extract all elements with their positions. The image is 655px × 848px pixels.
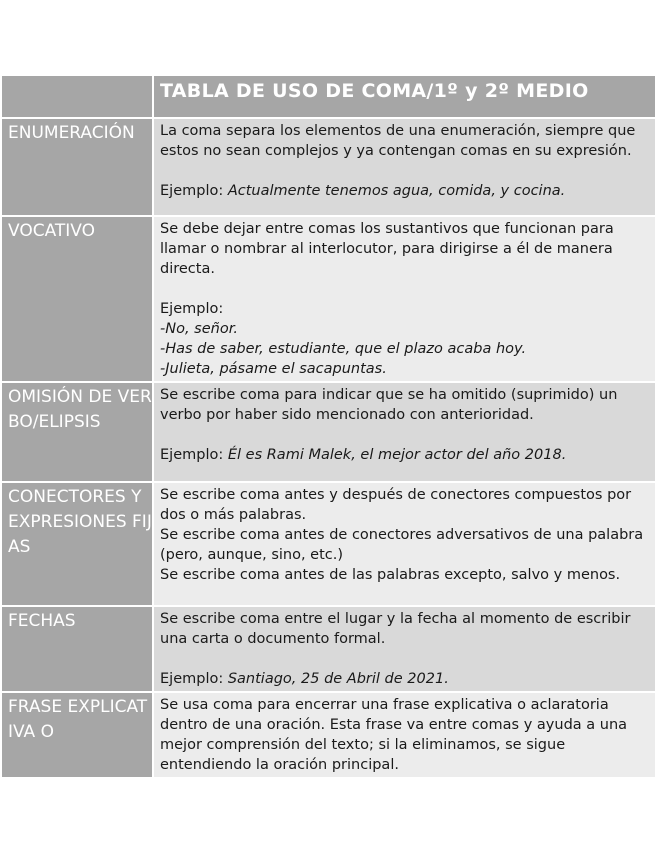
row-content (153, 118, 655, 216)
row-text: Se escribe coma entre el lugar y la fecha al momento de escribir una carta o documento formal. (160, 611, 631, 647)
spacer (160, 649, 655, 669)
example-label: Ejemplo: (160, 447, 228, 463)
spacer (160, 279, 655, 299)
row-content (153, 382, 655, 482)
row-content (153, 606, 655, 692)
example-text: Él es Rami Malek, el mejor actor del año 2018. (227, 447, 567, 463)
row-text: Se escribe coma para indicar que se ha omitido (suprimido) un verbo por haber sido mencionado con anterioridad. (160, 387, 618, 423)
header-empty-cell (2, 76, 153, 118)
table-row (2, 482, 655, 606)
example-text: Actualmente tenemos agua, comida, y cocina. (227, 183, 566, 199)
example-line: -No, señor. (160, 321, 238, 337)
table-title: TABLA DE USO DE COMA/1º y 2º MEDIO (153, 76, 655, 118)
example-label: Ejemplo: (160, 671, 228, 687)
row-category: ENUMERACIÓN (2, 118, 153, 216)
table-row (2, 216, 655, 382)
table-row (2, 692, 655, 777)
row-text-line: Se escribe coma antes de conectores adversativos de una palabra (pero, aunque, sino, etc.) (160, 527, 644, 563)
row-category: FRASE EXPLICATIVA O (2, 692, 153, 777)
row-content (153, 482, 655, 606)
example-label: Ejemplo: (160, 301, 224, 317)
row-text: Se debe dejar entre comas los sustantivos que funcionan para llamar o nombrar al interlocutor, para dirigirse a él de manera directa. (160, 221, 614, 277)
row-text: Se usa coma para encerrar una frase explicativa o aclaratoria dentro de una oración. Esta frase va entre comas y ayuda a una mejor comprensión del texto; si la eliminamos, se sigue entendiendo la oración principal. (160, 697, 628, 773)
table-row (2, 606, 655, 692)
row-text: La coma separa los elementos de una enumeración, siempre que estos no sean complejos y ya contengan comas en su expresión. (160, 123, 636, 159)
example-line: -Has de saber, estudiante, que el plazo acaba hoy. (160, 341, 527, 357)
spacer (160, 161, 655, 181)
table-row (2, 382, 655, 482)
table-row (2, 118, 655, 216)
table-header-row (2, 76, 655, 118)
row-category: OMISIÓN DE VERBO/ELIPSIS (2, 382, 153, 482)
spacer (160, 425, 655, 445)
example-text: Santiago, 25 de Abril de 2021. (227, 671, 449, 687)
row-category: FECHAS (2, 606, 153, 692)
row-text-line: Se escribe coma antes y después de conectores compuestos por dos o más palabras. (160, 487, 632, 523)
example-label: Ejemplo: (160, 183, 228, 199)
row-content (153, 216, 655, 382)
row-category: VOCATIVO (2, 216, 153, 382)
row-content (153, 692, 655, 777)
comma-usage-table (2, 76, 655, 777)
row-category: CONECTORES Y EXPRESIONES FIJAS (2, 482, 153, 606)
row-text-line: Se escribe coma antes de las palabras excepto, salvo y menos. (160, 567, 621, 583)
example-line: -Julieta, pásame el sacapuntas. (160, 361, 387, 377)
